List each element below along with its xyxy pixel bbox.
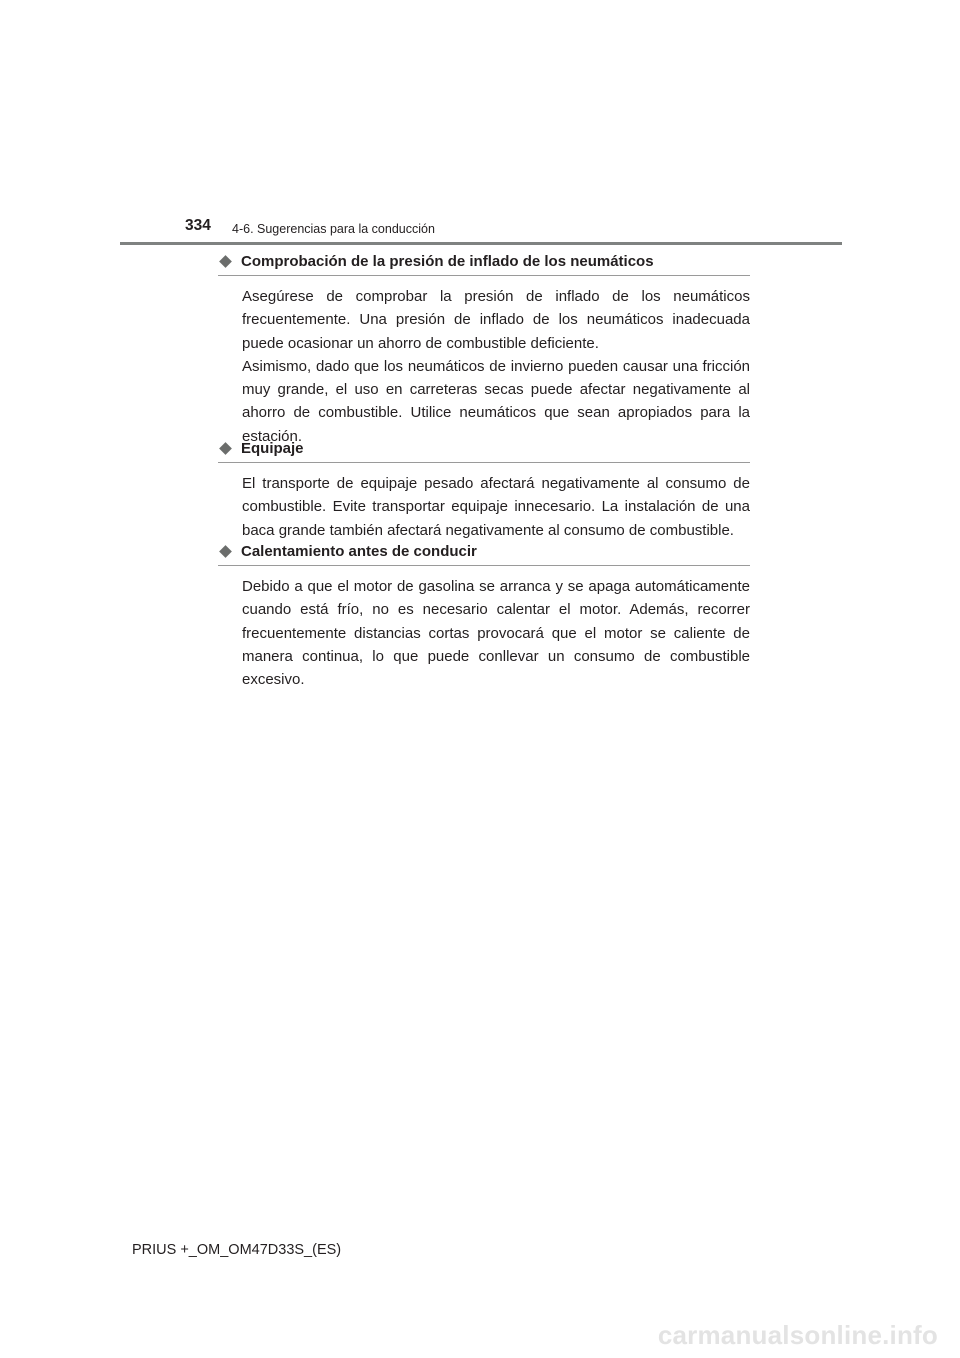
section-body [218,463,750,542]
section [218,543,750,691]
page-number: 334 [185,217,211,234]
section [218,253,750,448]
diamond-icon [219,255,232,268]
footer-doc-code: PRIUS +_OM_OM47D33S_(ES) [132,1242,342,1258]
diamond-icon [219,545,232,558]
paragraph: Debido a que el motor de gasolina se arranca y se apaga automáticamente cuando está frío, no es necesario calentar el motor. Además, recorrer frecuentemente distancias cortas provocará que el motor se caliente de manera continua, lo que puede conllevar un consumo de combustible excesivo. [242,578,750,689]
section-title: Equipaje [241,440,304,457]
section-title: Comprobación de la presión de inflado de los neumáticos [241,253,654,270]
section [218,440,750,542]
diamond-icon [219,442,232,455]
paragraph: El transporte de equipaje pesado afectará negativamente al consumo de combustible. Evite transportar equipaje innecesario. La instalación de una baca grande también afectará negativamente al consumo de combustible. [242,475,750,539]
header-section-title: 4-6. Sugerencias para la conducción [232,222,435,236]
header-rule [120,242,842,245]
section-heading [218,440,750,463]
watermark: carmanualsonline.info [657,1320,938,1350]
section-title: Calentamiento antes de conducir [241,543,477,560]
section-body [218,566,750,691]
paragraph: Asegúrese de comprobar la presión de inflado de los neumáticos frecuentemente. Una presión de inflado de los neumáticos inadecuada puede ocasionar un ahorro de combustible deficiente. [242,288,750,352]
section-heading [218,543,750,566]
paragraph: Asimismo, dado que los neumáticos de invierno pueden causar una fricción muy grande, el uso en carreteras secas puede afectar negativamente al ahorro de combustible. Utilice neumáticos que sean apropiados para la estación. [242,357,750,445]
section-body [218,276,750,448]
section-heading [218,253,750,276]
